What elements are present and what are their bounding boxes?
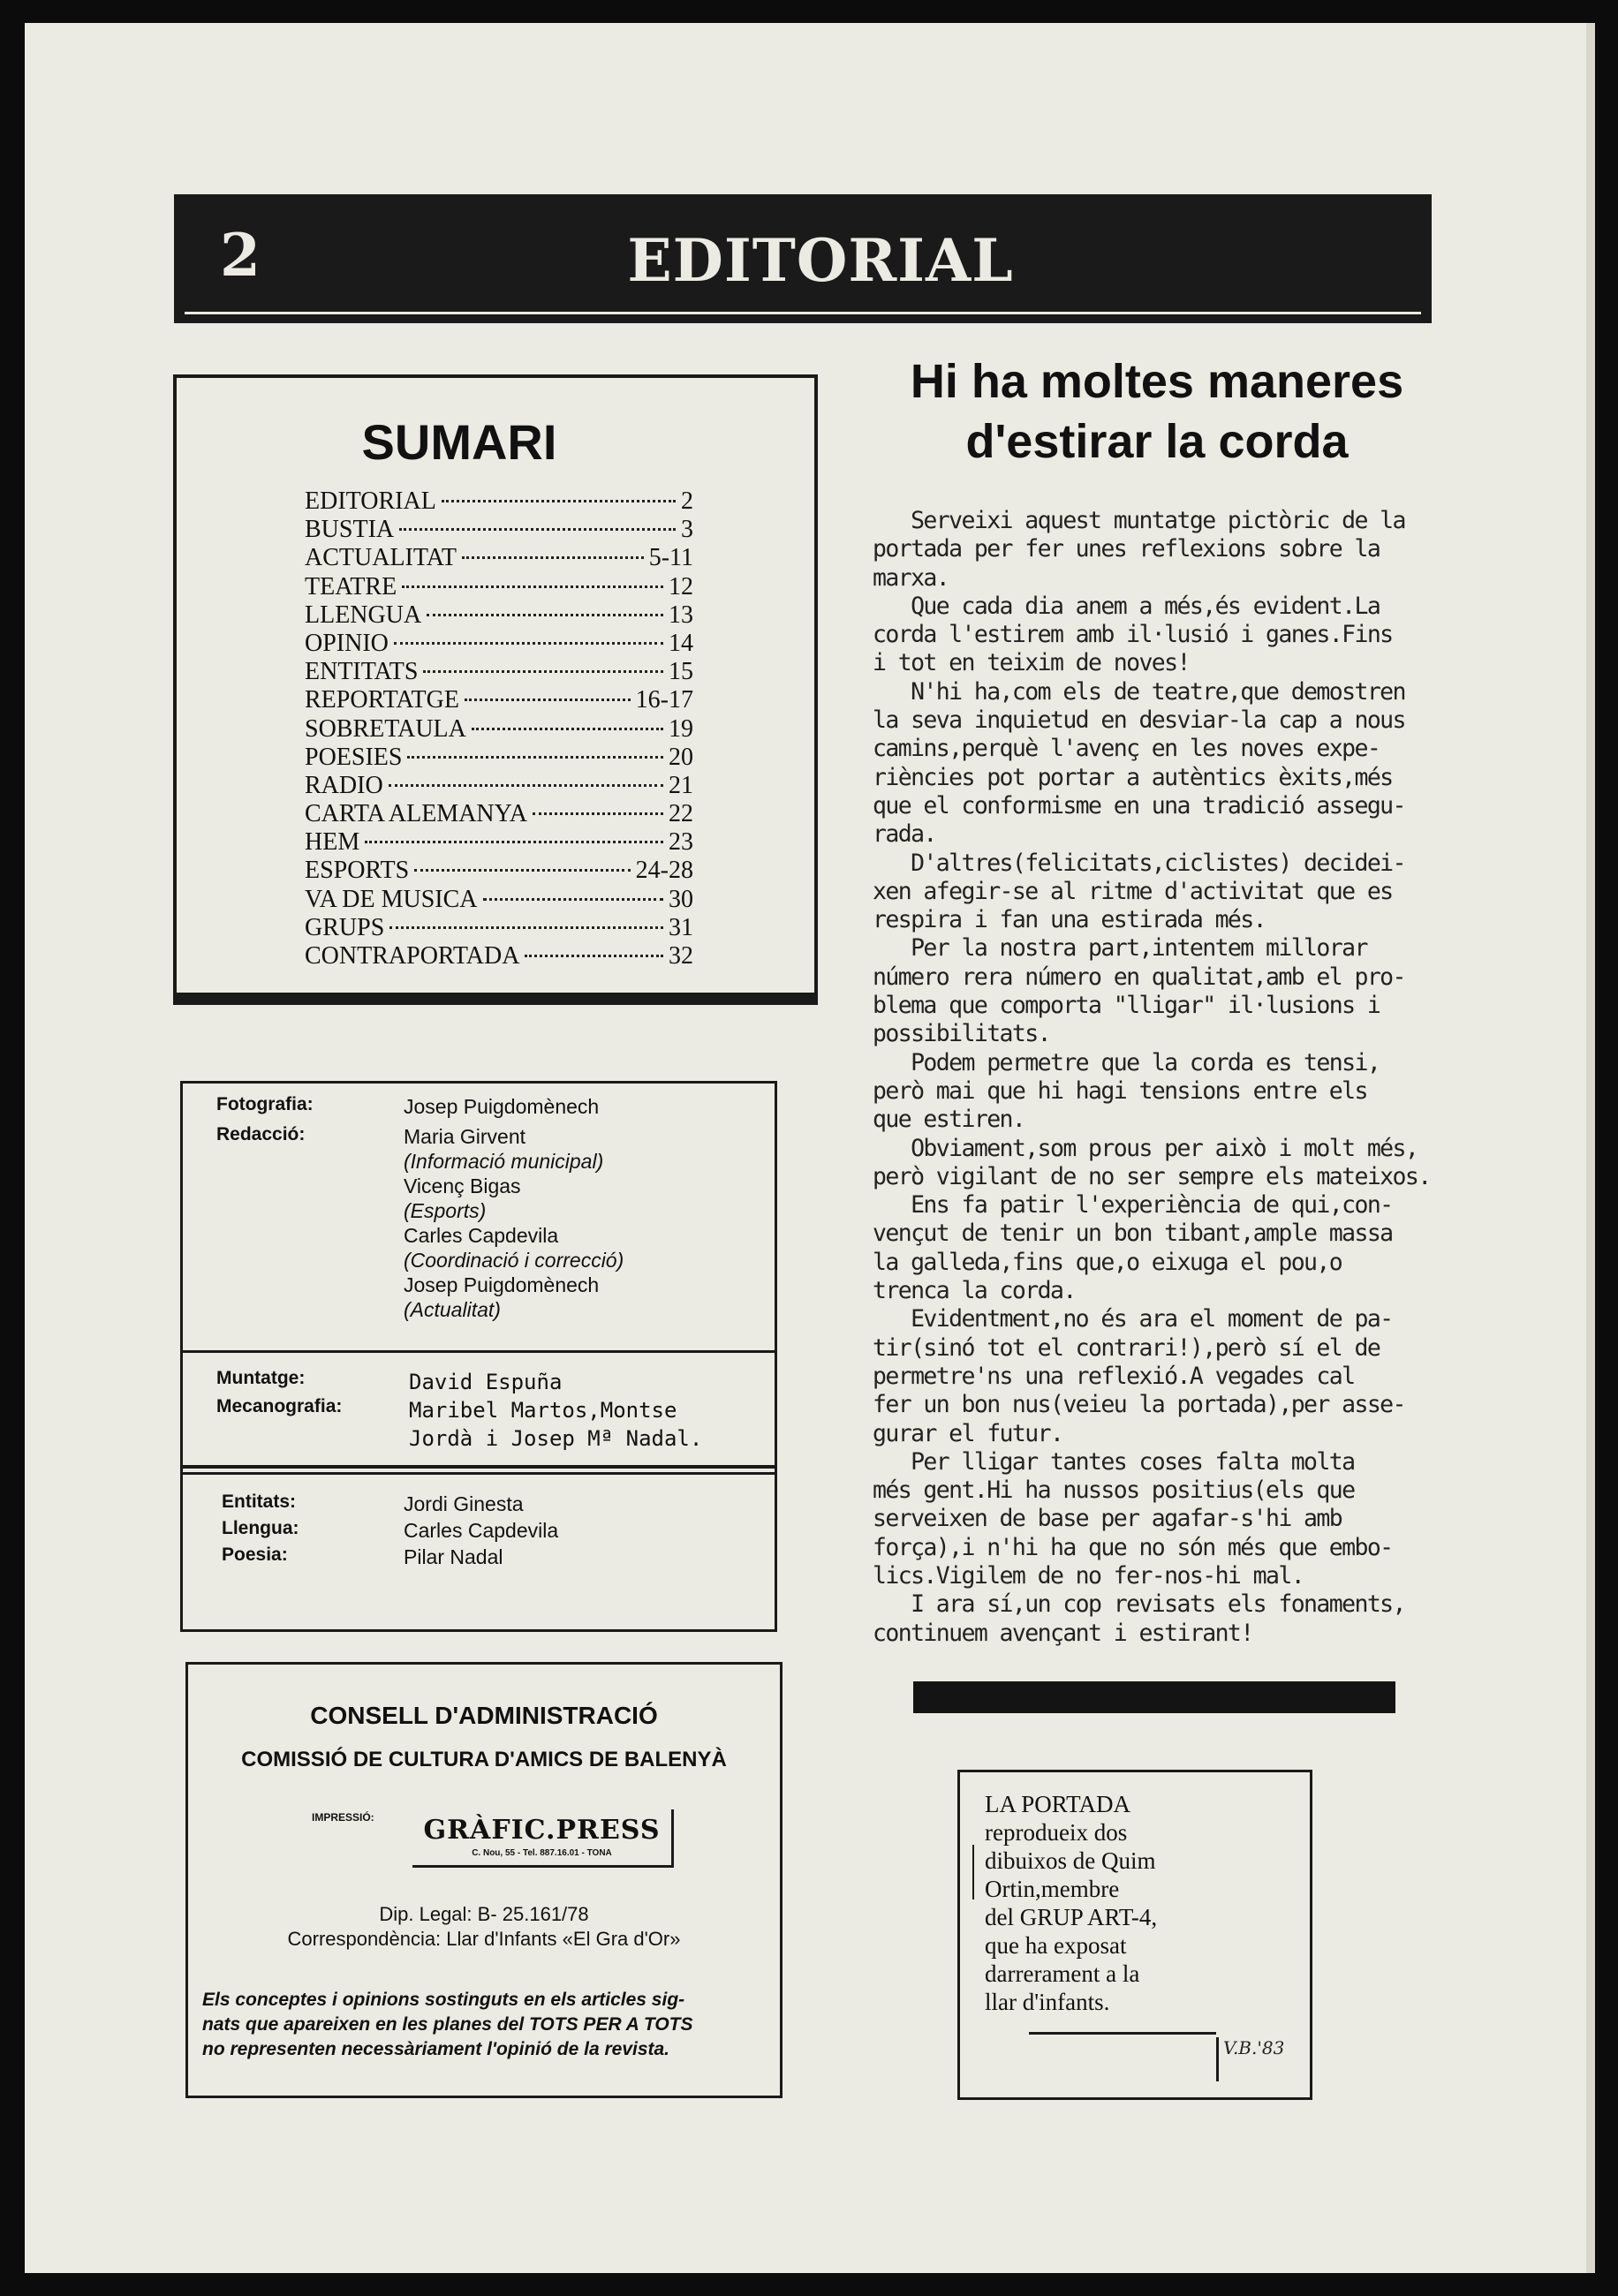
section-title: EDITORIAL — [627, 226, 1014, 295]
article-line: respira i fan una estirada més. — [873, 906, 1266, 934]
llengua-value: Carles Capdevila — [404, 1519, 559, 1542]
toc-leader — [525, 955, 663, 957]
article-line: però vigilant de no ser sempre els mateixos. — [873, 1162, 1431, 1190]
article-body — [873, 507, 1500, 1648]
portada-rule — [1216, 2037, 1219, 2081]
disclaimer-line: no representen necessàriament l'opinió de la revista. — [202, 2039, 670, 2059]
typed-line: David Espuña — [409, 1370, 563, 1394]
toc-leader — [407, 756, 663, 759]
article-line: rada. — [873, 820, 936, 849]
article-line: lics.Vigilem de no fer-nos-hi mal. — [873, 1561, 1304, 1590]
article-line: gurar el futur. — [873, 1419, 1063, 1447]
article-line: Per lligar tantes coses falta molta — [873, 1447, 1355, 1476]
credits-divider — [183, 1350, 775, 1353]
disclaimer — [202, 1988, 766, 2062]
page-number: 2 — [220, 221, 261, 290]
typed-line: Maribel Martos,Montse — [409, 1398, 677, 1423]
toc-page: 24-28 — [635, 857, 693, 885]
entitats-value: Jordi Ginesta — [404, 1492, 524, 1515]
toc-leader — [533, 812, 663, 815]
fotografia-value: Josep Puigdomènech — [404, 1095, 600, 1118]
toc-leader — [394, 642, 663, 645]
toc-leader — [442, 500, 676, 502]
headline-line: d'estirar la corda — [965, 415, 1349, 468]
article-line: força),i n'hi ha que no són més que embo- — [873, 1533, 1393, 1561]
article-line: trenca la corda. — [873, 1277, 1076, 1305]
toc-row — [305, 544, 693, 572]
article-line: portada per fer unes reflexions sobre la — [873, 535, 1380, 563]
article-line: i tot en teixim de noves! — [873, 649, 1190, 677]
toc-label: BUSTIA — [305, 516, 395, 544]
sumari-title: SUMARI — [361, 414, 557, 470]
portada-box — [957, 1770, 1312, 2100]
toc-page: 2 — [681, 487, 693, 515]
article-line: Podem permetre que la corda es tensi, — [873, 1048, 1380, 1076]
article-line: Ens fa patir l'experiència de qui,con- — [873, 1191, 1393, 1220]
toc-label: ESPORTS — [305, 857, 410, 885]
credits-divider — [183, 1472, 775, 1475]
muntatge-value — [409, 1368, 702, 1453]
article-line: la seva inquietud en desviar-la cap a nous — [873, 706, 1405, 735]
redaccio-role: (Coordinació i correcció) — [404, 1249, 624, 1272]
toc-page: 32 — [669, 942, 693, 970]
credits-divider — [183, 1465, 775, 1469]
toc-leader — [402, 585, 663, 588]
poesia-label: Poesia: — [222, 1545, 288, 1565]
portada-rule — [1029, 2032, 1216, 2035]
article-line: Que cada dia anem a més,és evident.La — [873, 592, 1380, 620]
toc-page: 14 — [669, 629, 693, 657]
toc-row — [305, 886, 693, 914]
fotografia-label: Fotografia: — [216, 1094, 314, 1114]
toc-row — [305, 487, 693, 516]
toc-page: 20 — [669, 743, 693, 771]
portada-line: del GRUP ART-4, — [985, 1904, 1158, 1930]
toc-page: 31 — [669, 913, 693, 941]
article-line: riències pot portar a autèntics èxits,més — [873, 763, 1393, 791]
headline-line: Hi ha moltes maneres — [910, 355, 1404, 408]
portada-line: llar d'infants. — [985, 1989, 1110, 2015]
toc-page: 5-11 — [648, 544, 693, 572]
toc-label: VA DE MUSICA — [305, 885, 478, 913]
correspondencia: Correspondència: Llar d'Infants «El Gra d'Or» — [287, 1928, 681, 1950]
portada-line: que ha exposat — [985, 1932, 1127, 1959]
toc-leader — [465, 699, 631, 701]
article-line: Per la nostra part,intentem millorar — [873, 934, 1367, 963]
portada-text — [985, 1790, 1157, 2016]
article-line: que el conformisme en una tradició assegu- — [873, 791, 1405, 819]
portada-line: darrerament a la — [985, 1960, 1140, 1987]
toc-leader — [414, 869, 631, 872]
portada-line: Ortin,membre — [985, 1876, 1120, 1902]
toc-leader — [423, 670, 663, 673]
redaccio-list — [404, 1124, 624, 1322]
toc-row — [305, 772, 693, 800]
article-line: N'hi ha,com els de teatre,que demostren — [873, 677, 1405, 706]
section-header — [174, 194, 1432, 323]
toc-label: HEM — [305, 828, 360, 857]
article-line: possibilitats. — [873, 1020, 1050, 1048]
redaccio-name: Carles Capdevila — [404, 1224, 559, 1247]
article-line: però mai que hi hagi tensions entre els — [873, 1076, 1367, 1105]
article-line: que estiren. — [873, 1106, 1025, 1134]
table-of-contents — [305, 487, 693, 971]
article-line: vençut de tenir un bon tibant,ample massa — [873, 1220, 1393, 1248]
article-line: Evidentment,no és ara el moment de pa- — [873, 1305, 1393, 1333]
toc-page: 19 — [669, 714, 693, 743]
toc-row — [305, 658, 693, 686]
printer-logo — [412, 1809, 674, 1868]
disclaimer-line: nats que apareixen en les planes del TOTS PER A TOTS — [202, 2014, 693, 2035]
article-line: xen afegir-se al ritme d'activitat que es — [873, 877, 1393, 905]
toc-page: 30 — [669, 885, 693, 913]
separator-bar — [913, 1681, 1395, 1713]
toc-label: CONTRAPORTADA — [305, 942, 520, 970]
toc-page: 15 — [669, 658, 693, 686]
article-line: més gent.Hi ha nussos positius(els que — [873, 1477, 1355, 1505]
portada-mark — [972, 1845, 974, 1899]
portada-line: LA PORTADA — [985, 1791, 1130, 1817]
toc-label: CARTA ALEMANYA — [305, 800, 527, 828]
disclaimer-line: Els conceptes i opinions sostinguts en els articles sig- — [202, 1990, 685, 2010]
article-line: marxa. — [873, 563, 949, 592]
toc-label: LLENGUA — [305, 600, 422, 629]
printer-name: GRÀFIC.PRESS — [423, 1815, 661, 1846]
muntatge-label: Muntatge: — [216, 1368, 306, 1388]
toc-leader — [389, 926, 663, 929]
toc-leader — [427, 614, 663, 616]
toc-row — [305, 800, 693, 828]
poesia-value: Pilar Nadal — [404, 1545, 503, 1568]
toc-row — [305, 516, 693, 544]
redaccio-role: (Esports) — [404, 1199, 487, 1222]
redaccio-name: Maria Girvent — [404, 1125, 526, 1148]
toc-page: 13 — [669, 600, 693, 629]
article-line: Obviament,som prous per això i molt més, — [873, 1134, 1418, 1162]
toc-label: RADIO — [305, 771, 383, 799]
toc-label: GRUPS — [305, 913, 385, 941]
toc-row — [305, 630, 693, 658]
toc-label: SOBRETAULA — [305, 714, 466, 743]
article-line: número rera número en qualitat,amb el pro- — [873, 963, 1405, 991]
toc-row — [305, 715, 693, 744]
article-line: tir(sinó tot el contrari!),però sí el de — [873, 1333, 1380, 1362]
toc-leader — [483, 898, 663, 901]
article-line: D'altres(felicitats,ciclistes) decidei- — [873, 849, 1405, 877]
toc-page: 16-17 — [635, 686, 693, 714]
redaccio-name: Josep Puigdomènech — [404, 1273, 600, 1296]
article-line: I ara sí,un cop revisats els fonaments, — [873, 1590, 1405, 1619]
toc-page: 12 — [669, 572, 693, 600]
toc-row — [305, 744, 693, 772]
portada-line: reprodueix dos — [985, 1819, 1128, 1846]
article-line: continuem avençant i estirant! — [873, 1619, 1253, 1647]
page-edge — [1586, 23, 1595, 2273]
article-headline — [848, 351, 1466, 472]
article-line: serveixen de base per agafar-s'hi amb — [873, 1505, 1342, 1533]
typed-line: Jordà i Josep Mª Nadal. — [409, 1426, 703, 1451]
dip-legal: Dip. Legal: B- 25.161/78 — [379, 1903, 589, 1925]
sumari-box — [173, 374, 818, 996]
article-line: Serveixi aquest muntatge pictòric de la — [873, 507, 1405, 534]
portada-line: dibuixos de Quim — [985, 1847, 1156, 1874]
toc-label: REPORTATGE — [305, 686, 459, 714]
toc-label: ENTITATS — [305, 658, 419, 686]
toc-row — [305, 914, 693, 942]
toc-leader — [365, 841, 663, 843]
redaccio-label: Redacció: — [216, 1124, 306, 1144]
llengua-label: Llengua: — [222, 1518, 299, 1538]
toc-leader — [399, 528, 676, 531]
redaccio-role: (Actualitat) — [404, 1298, 501, 1321]
toc-row — [305, 828, 693, 857]
toc-row — [305, 857, 693, 885]
toc-label: ACTUALITAT — [305, 544, 457, 572]
signature: V.B.'83 — [1223, 2037, 1285, 2058]
toc-row — [305, 686, 693, 714]
toc-page: 3 — [681, 516, 693, 544]
header-rule — [185, 312, 1421, 314]
consell-title: CONSELL D'ADMINISTRACIÓ — [310, 1702, 658, 1729]
article-line: permetre'ns una reflexió.A vegades cal — [873, 1362, 1355, 1390]
printer-address: C. Nou, 55 - Tel. 887.16.01 - TONA — [472, 1848, 612, 1858]
article-line: fer un bon nus(veieu la portada),per asse- — [873, 1391, 1405, 1419]
mecanografia-label: Mecanografia: — [216, 1396, 343, 1416]
toc-row — [305, 573, 693, 601]
impressio-label: IMPRESSIÓ: — [312, 1811, 374, 1824]
toc-page: 21 — [669, 771, 693, 799]
toc-page: 23 — [669, 828, 693, 857]
toc-label: TEATRE — [305, 572, 397, 600]
article-line: blema que comporta "lligar" il·lusions i — [873, 992, 1380, 1020]
toc-leader — [389, 784, 663, 787]
toc-leader — [472, 728, 663, 730]
article-line: camins,perquè l'avenç en les noves expe- — [873, 735, 1380, 763]
toc-leader — [462, 556, 644, 559]
toc-row — [305, 942, 693, 971]
article-line: la galleda,fins que,o eixuga el pou,o — [873, 1248, 1342, 1276]
toc-label: EDITORIAL — [305, 487, 436, 515]
consell-box — [185, 1662, 783, 2098]
credits-box — [180, 1081, 777, 1632]
consell-subtitle: COMISSIÓ DE CULTURA D'AMICS DE BALENYÀ — [241, 1748, 727, 1771]
toc-label: OPINIO — [305, 629, 389, 657]
toc-row — [305, 601, 693, 630]
article-line: corda l'estirem amb il·lusió i ganes.Fins — [873, 621, 1393, 649]
redaccio-role: (Informació municipal) — [404, 1150, 604, 1173]
toc-page: 22 — [669, 800, 693, 828]
entitats-label: Entitats: — [222, 1492, 296, 1512]
redaccio-name: Vicenç Bigas — [404, 1174, 521, 1197]
toc-label: POESIES — [305, 743, 403, 771]
